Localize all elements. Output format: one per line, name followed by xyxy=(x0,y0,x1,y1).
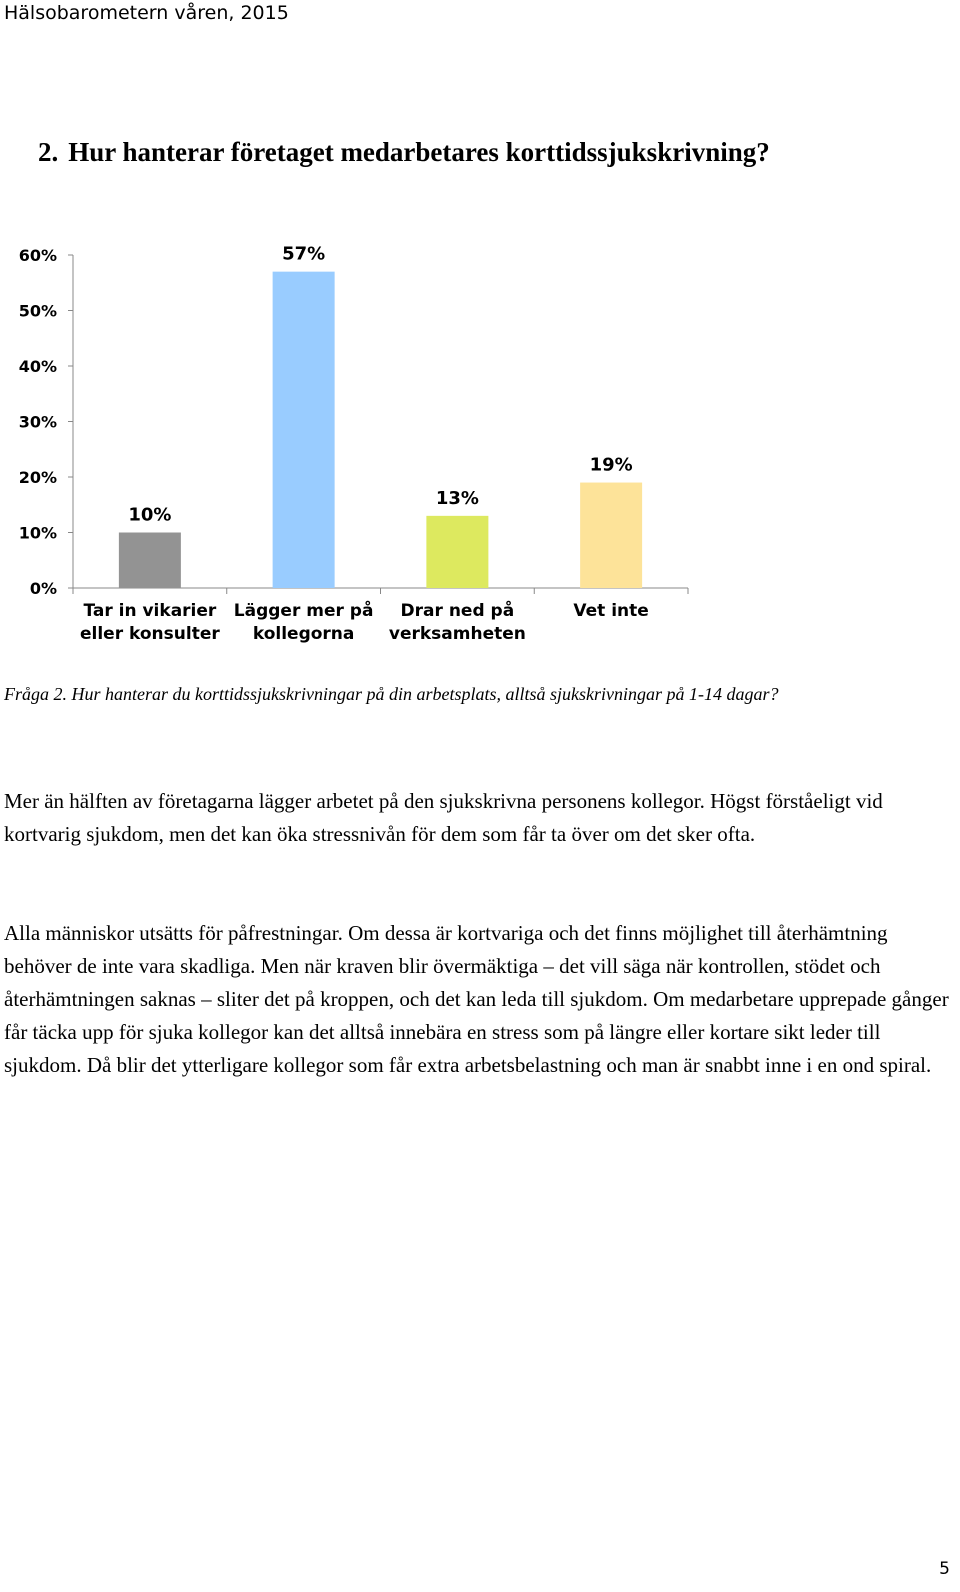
y-tick-label: 60% xyxy=(18,246,57,265)
x-category-label: Tar in vikarier xyxy=(83,601,217,621)
bar-4 xyxy=(580,483,642,588)
question-heading xyxy=(38,137,770,168)
x-category-label: eller konsulter xyxy=(80,624,220,644)
x-category-label: kollegorna xyxy=(252,624,355,644)
y-tick-label: 0% xyxy=(29,579,57,598)
x-category-label: Drar ned på xyxy=(400,601,515,621)
y-tick-label: 40% xyxy=(18,357,57,376)
running-header: Hälsobarometern våren, 2015 xyxy=(4,2,289,24)
x-category-label: Vet inte xyxy=(573,601,649,621)
bar-3 xyxy=(426,516,488,588)
y-tick-label: 50% xyxy=(18,301,57,321)
bar-value-label: 13% xyxy=(435,487,479,509)
bar-value-label: 57% xyxy=(282,243,326,265)
paragraph-1: Mer än hälften av företagarna lägger arbetet på den sjukskrivna personens kollegor. Högst förståeligt vid kortvarig sjukdom, men det kan öka stressnivån för dem som får ta över om det sker ofta. xyxy=(4,789,883,846)
x-category-label: Lägger mer på xyxy=(233,601,374,621)
bar-chart xyxy=(0,230,700,650)
y-tick-label: 20% xyxy=(18,468,57,487)
bar-1 xyxy=(119,533,181,589)
question-title: Hur hanterar företaget medarbetares korttidssjukskrivning? xyxy=(68,137,770,167)
paragraph-2: Alla människor utsätts för påfrestningar. Om dessa är kortvariga och det finns möjlighet till återhämtning behöver de inte vara skadliga. Men när kraven blir övermäktiga – det vill säga när kontrollen, stödet och återhämtningen saknas – sliter det på kroppen, och det kan leda till sjukdom. Om medarbetare upprepade gånger får täcka upp för sjuka kollegor kan det alltså innebära en stress som på längre eller kortare sikt leder till sjukdom. Då blir det ytterligare kollegor som får extra arbetsbelastning och man är snabbt inne i en ond spiral. xyxy=(4,921,949,1077)
page-number: 5 xyxy=(939,1559,950,1579)
y-tick-label: 30% xyxy=(18,412,57,432)
x-category-label: verksamheten xyxy=(388,624,526,644)
bar-value-label: 19% xyxy=(589,454,633,476)
bar-2 xyxy=(273,272,335,588)
question-number: 2. xyxy=(38,137,59,167)
chart-caption: Fråga 2. Hur hanterar du korttidssjukskrivningar på din arbetsplats, alltså sjukskrivningar på 1-14 dagar? xyxy=(4,684,779,704)
y-tick-label: 10% xyxy=(18,523,57,543)
bar-value-label: 10% xyxy=(128,504,172,526)
